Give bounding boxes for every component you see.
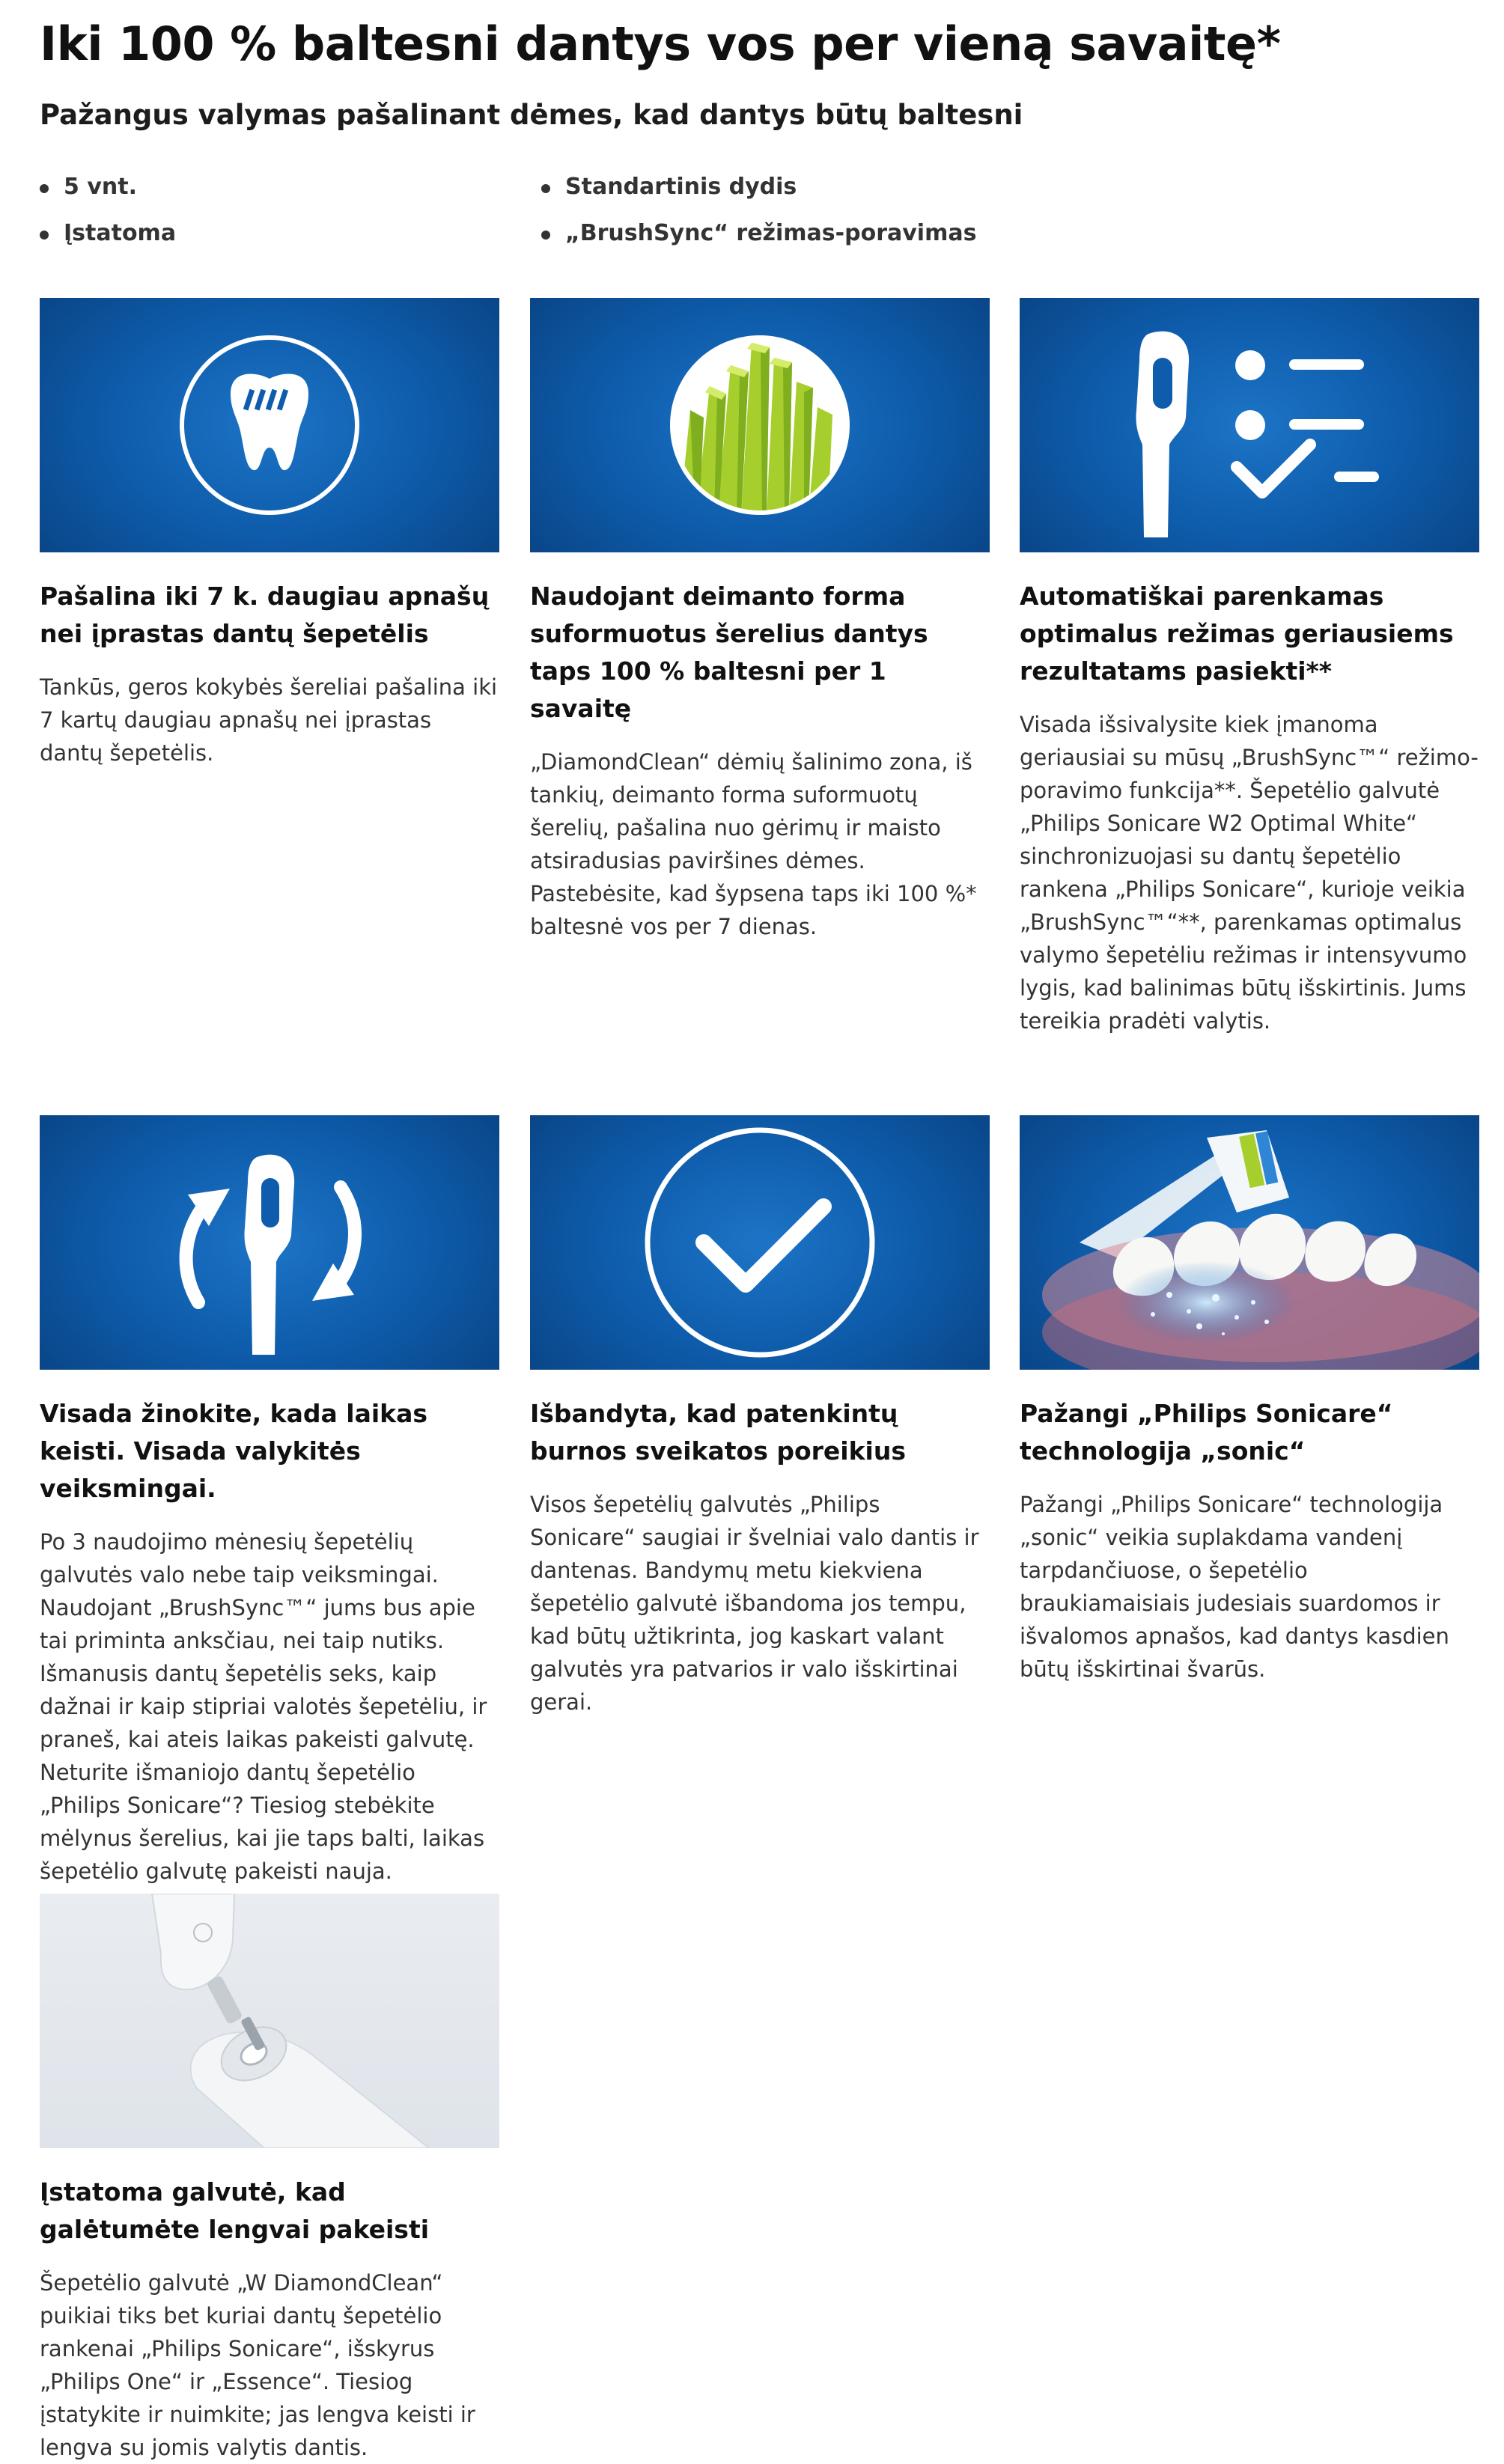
- sonic-brushing-image: [1020, 1115, 1479, 1370]
- feature-title: Išbandyta, kad patenkintų burnos sveikatos poreikius: [530, 1399, 906, 1466]
- checkmark-icon: [530, 1115, 990, 1370]
- feature-tile: [1020, 298, 1479, 552]
- feature-card-tested: [530, 1115, 990, 1719]
- bullet-item: Įstatoma: [40, 220, 176, 246]
- feature-title: Naudojant deimanto forma suformuotus šerelius dantys taps 100 % baltesni per 1 savaitę: [530, 582, 928, 723]
- page-subtitle: Pažangus valymas pašalinant dėmes, kad dantys būtų baltesni: [40, 99, 1023, 131]
- feature-card-whitening: [530, 298, 990, 943]
- bullet-item: Standartinis dydis: [541, 174, 797, 200]
- feature-tile: [40, 298, 499, 552]
- feature-card-sonic: [1020, 1115, 1479, 1686]
- feature-tile: [40, 1894, 499, 2148]
- feature-title: Automatiškai parenkamas optimalus režimas geriausiems rezultatams pasiekti**: [1020, 582, 1454, 686]
- tooth-icon: [40, 298, 499, 552]
- bullet-item: „BrushSync“ režimas-poravimas: [541, 220, 976, 246]
- feature-text: Visada išsivalysite kiek įmanoma geriausiai su mūsų „BrushSync™“ režimo-poravimo funkcija**. Šepetėlio galvutė „Philips Sonicare W2 Optimal White“ sinchronizuojasi su dantų šepetėlio rankena „Philips Sonicare“, kurioje veikia „BrushSync™“**, parenkamas optimalus valymo šepetėliu režimas ir intensyvumo lygis, kad balinimas būtų išskirtinis. Jums tereikia pradėti valytis.: [1020, 712, 1479, 1034]
- feature-text: Po 3 naudojimo mėnesių šepetėlių galvutės valo nebe taip veiksmingai. Naudojant „BrushSync™“ jums bus apie tai priminta anksčiau, nei taip nutiks. Išmanusis dantų šepetėlis seks, kaip dažnai ir kaip stipriai valotės šepetėliu, ir praneš, kai ateis laikas pakeisti galvutę. Neturite išmaniojo dantų šepetėlio „Philips Sonicare“? Tiesiog stebėkite mėlynus šerelius, kai jie taps balti, laikas šepetėlio galvutę pakeisti nauja.: [40, 1529, 487, 1884]
- feature-card-brushsync: [1020, 298, 1479, 1037]
- feature-text: Visos šepetėlių galvutės „Philips Sonicare“ saugiai ir švelniai valo dantis ir dantenas. Bandymų metu kiekviena šepetėlio galvutė išbandoma jos tempu, kad būtų užtikrinta, jog kaskart valant galvutės yra patvarios ir valo išskirtinai gerai.: [530, 1492, 979, 1715]
- spec-bullets: [40, 174, 1013, 271]
- diamond-bristles-icon: [530, 298, 990, 552]
- feature-text: Šepetėlio galvutė „W DiamondClean“ puikiai tiks bet kuriai dantų šepetėlio rankenai „Philips Sonicare“, išskyrus „Philips One“ ir „Essence“. Tiesiog įstatykite ir nuimkite; jas lengva keisti ir lengva su jomis valytis dantis.: [40, 2270, 475, 2460]
- brush-head-checklist-icon: [1020, 298, 1479, 552]
- click-on-head-image: [40, 1894, 499, 2148]
- feature-title: Pašalina iki 7 k. daugiau apnašų nei įprastas dantų šepetėlis: [40, 582, 490, 648]
- feature-text: Tankūs, geros kokybės šereliai pašalina iki 7 kartų daugiau apnašų nei įprastas dantų šepetėlis.: [40, 674, 498, 766]
- feature-card-replace: [40, 1115, 499, 1888]
- feature-title: Visada žinokite, kada laikas keisti. Visada valykitės veiksmingai.: [40, 1399, 428, 1503]
- bullet-item: 5 vnt.: [40, 174, 137, 200]
- page-title: Iki 100 % baltesni dantys vos per vieną savaitę*: [40, 16, 1281, 71]
- feature-card-click-on: [40, 1894, 499, 2464]
- feature-tile: [1020, 1115, 1479, 1370]
- feature-tile: [530, 1115, 990, 1370]
- feature-text: „DiamondClean“ dėmių šalinimo zona, iš tankių, deimanto forma suformuotų šerelių, pašalina nuo gėrimų ir maisto atsiradusias paviršines dėmes. Pastebėsite, kad šypsena taps iki 100 %* baltesnė vos per 7 dienas.: [530, 749, 977, 939]
- replace-reminder-icon: [40, 1115, 499, 1370]
- feature-title: Įstatoma galvutė, kad galėtumėte lengvai pakeisti: [40, 2177, 430, 2244]
- feature-title: Pažangi „Philips Sonicare“ technologija „sonic“: [1020, 1399, 1393, 1466]
- feature-card-plaque: [40, 298, 499, 769]
- feature-text: Pažangi „Philips Sonicare“ technologija „sonic“ veikia suplakdama vandenį tarpdančiuose, o šepetėlio braukiamaisiais judesiais suardomos ir išvalomos apnašos, kad dantys kasdien būtų išskirtinai švarūs.: [1020, 1492, 1449, 1682]
- feature-tile: [530, 298, 990, 552]
- feature-tile: [40, 1115, 499, 1370]
